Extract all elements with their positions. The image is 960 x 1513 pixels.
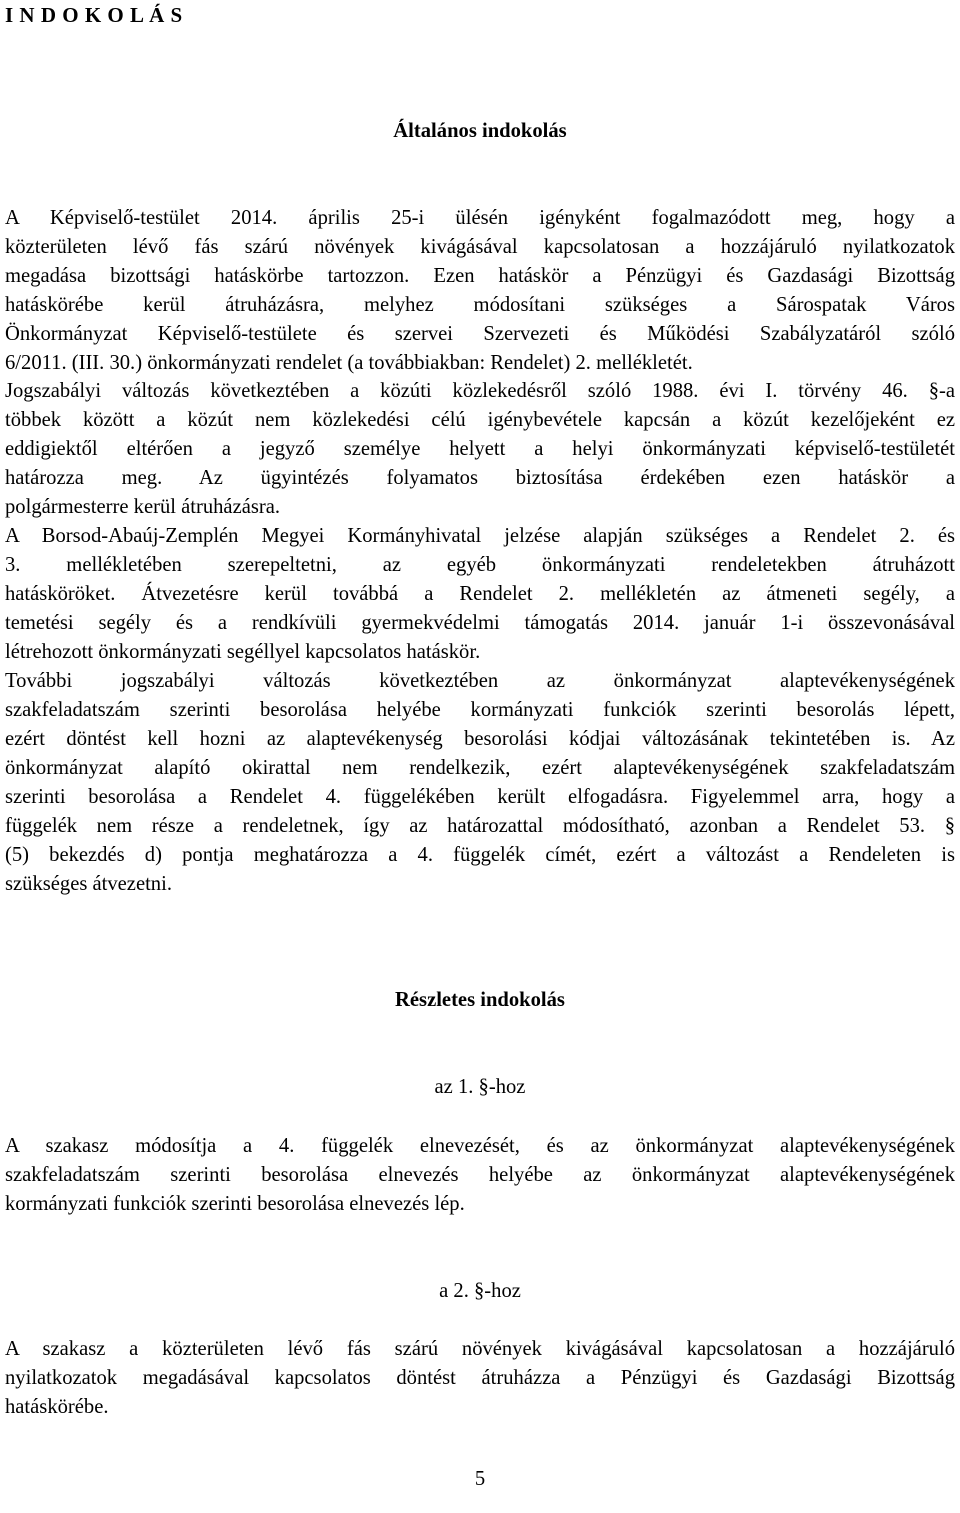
text-line: polgármesterre kerül átruházásra. <box>5 496 281 518</box>
text-line: A szakasz módosítja a 4. függelék elnevezését, és az önkormányzat alaptevékenységének <box>5 1135 955 1157</box>
text-line: hatáskörébe. <box>5 1396 109 1418</box>
text-line: Önkormányzat Képviselő-testülete és szervei Szervezeti és Működési Szabályzatáról szóló <box>5 323 955 345</box>
text-line: létrehozott önkormányzati segéllyel kapcsolatos hatáskör. <box>5 641 481 663</box>
text-line: A Képviselő-testület 2014. április 25-i ülésén igényként fogalmazódott meg, hogy a <box>5 207 955 229</box>
text-line: nyilatkozatok megadásával kapcsolatos döntést átruházza a Pénzügyi és Gazdasági Bizottság <box>5 1367 955 1389</box>
text-line: határozza meg. Az ügyintézés folyamatos biztosítása érdekében ezen hatáskör a <box>5 467 955 489</box>
text-line: hatáskörébe kerül átruházásra, melyhez módosítani szükséges a Sárospatak Város <box>5 294 955 316</box>
text-line: Jogszabályi változás következtében a közúti közlekedésről szóló 1988. évi I. törvény 46. §-a <box>5 380 955 402</box>
text-line: kormányzati funkciók szerinti besorolása elnevezés lép. <box>5 1193 465 1215</box>
text-line: függelék nem része a rendeletnek, így az határozattal módosítható, azonban a Rendelet 53. § <box>5 815 955 837</box>
detailed-heading: Részletes indokolás <box>395 989 565 1011</box>
text-line: (5) bekezdés d) pontja meghatározza a 4. függelék címét, ezért a változást a Rendeleten is <box>5 844 955 866</box>
text-line: megadása bizottsági hatáskörbe tartozzon. Ezen hatáskör a Pénzügyi és Gazdasági Bizottság <box>5 265 955 287</box>
text-line: önkormányzat alapító okirattal nem rendelkezik, ezért alaptevékenységének szakfeladatszám <box>5 757 955 779</box>
section-1-heading: az 1. §-hoz <box>434 1076 526 1098</box>
text-line: További jogszabályi változás következtében az önkormányzat alaptevékenységének <box>5 670 955 692</box>
text-line: szükséges átvezetni. <box>5 873 172 895</box>
text-line: 6/2011. (III. 30.) önkormányzati rendelet (a továbbiakban: Rendelet) 2. mellékletét. <box>5 352 693 374</box>
text-line: A szakasz a közterületen lévő fás szárú növények kivágásával kapcsolatosan a hozzájáruló <box>5 1338 955 1360</box>
text-line: temetési segély és a rendkívüli gyermekvédelmi támogatás 2014. január 1-i összevonásával <box>5 612 955 634</box>
section-2-heading: a 2. §-hoz <box>439 1280 521 1302</box>
general-heading: Általános indokolás <box>393 120 567 142</box>
text-line: szerinti besorolása a Rendelet 4. függelékében került elfogadásra. Figyelemmel arra, hogy a <box>5 786 955 808</box>
text-line: közterületen lévő fás szárú növények kivágásával kapcsolatosan a hozzájáruló nyilatkozatok <box>5 236 955 258</box>
page-number: 5 <box>474 1468 486 1490</box>
text-line: hatásköröket. Átvezetésre kerül továbbá a Rendelet 2. mellékletén az átmeneti segély, a <box>5 583 955 605</box>
text-line: 3. mellékletében szerepeltetni, az egyéb önkormányzati rendeletekben átruházott <box>5 554 955 576</box>
text-line: szakfeladatszám szerinti besorolása elnevezés helyébe az önkormányzat alaptevékenységének <box>5 1164 955 1186</box>
text-line: eddigiektől eltérően a jegyző személye helyett a helyi önkormányzati képviselő-testületét <box>5 438 955 460</box>
text-line: szakfeladatszám szerinti besorolása helyébe kormányzati funkciók szerinti besorolás lépett, <box>5 699 955 721</box>
text-line: ezért döntést kell hozni az alaptevékenység besorolási kódjai változásának tekintetében is. Az <box>5 728 955 750</box>
text-line: A Borsod-Abaúj-Zemplén Megyei Kormányhivatal jelzése alapján szükséges a Rendelet 2. és <box>5 525 955 547</box>
text-line: többek között a közút nem közlekedési célú igénybevétele kapcsán a közút kezelőjeként ez <box>5 409 955 431</box>
document-title: I N D O K O L Á S <box>5 3 183 27</box>
